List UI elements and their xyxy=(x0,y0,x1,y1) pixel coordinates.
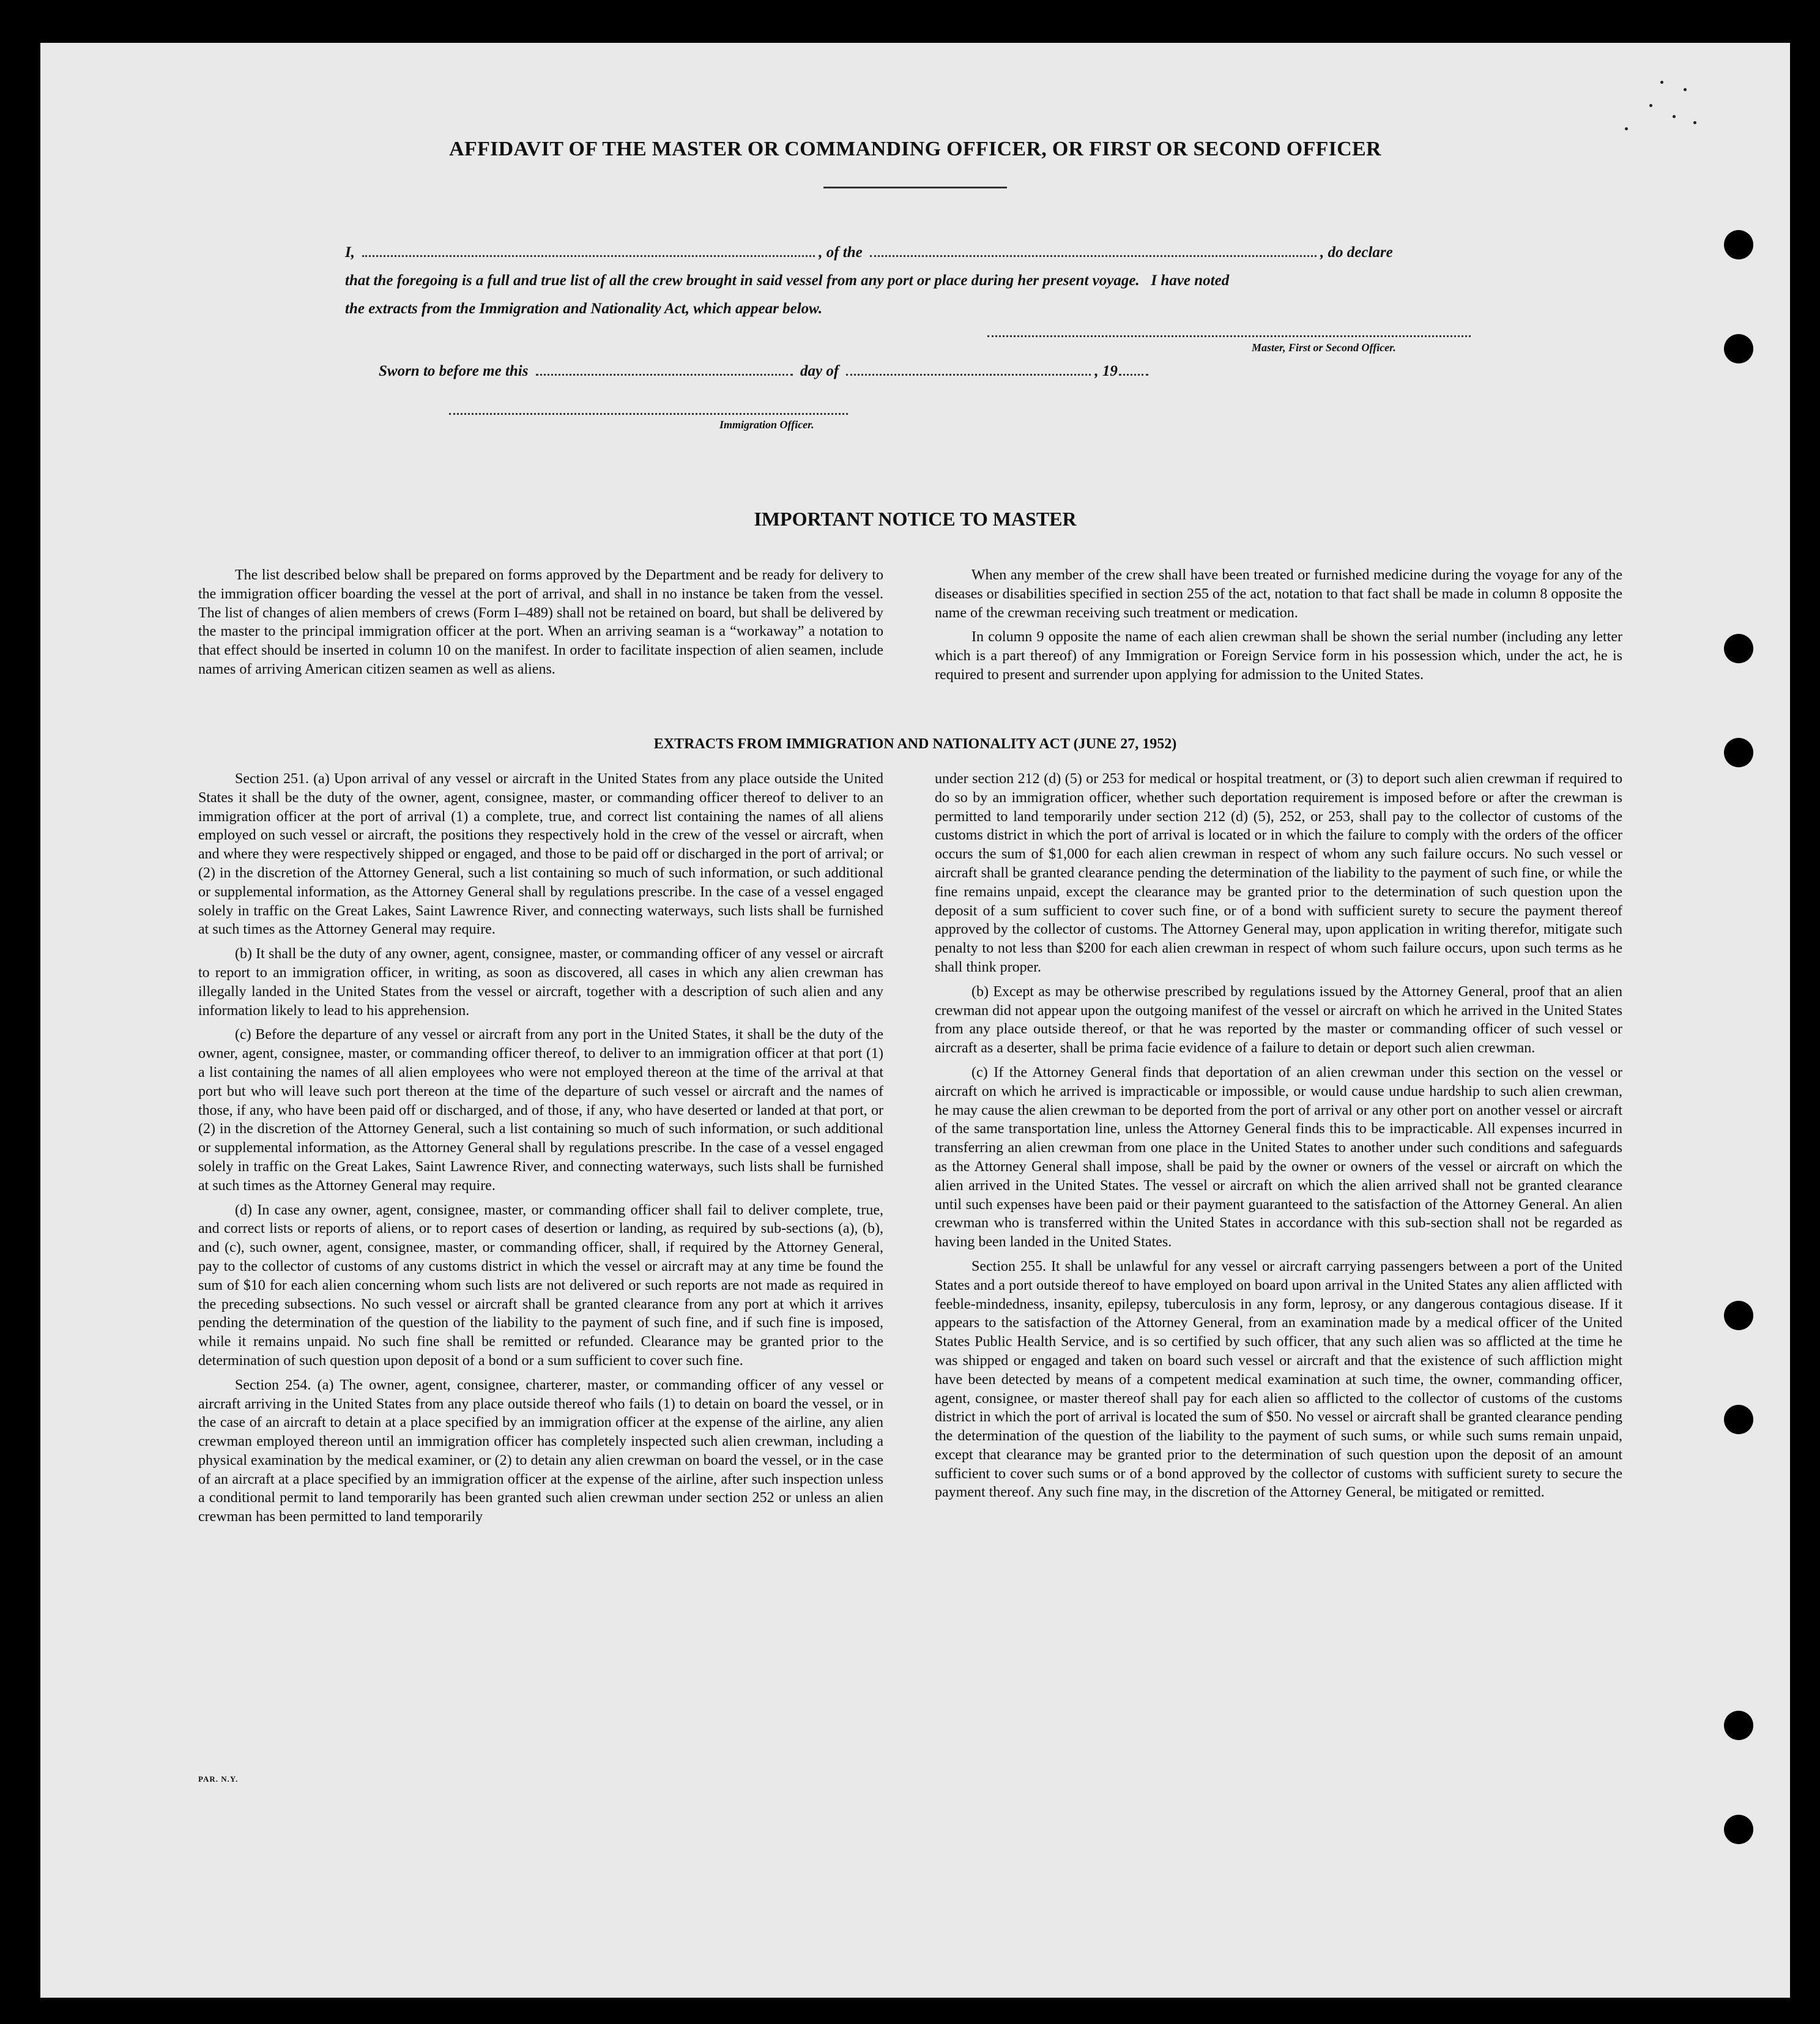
punch-hole xyxy=(1724,334,1753,363)
notice-paragraph: The list described below shall be prepared on forms approved by the Department and be ready for delivery to the immigration officer boarding the vessel at the port of arrival, and shall in no instance be taken from the vessel. The list of changes of alien members of crews (Form I–489) shall not be retained on board, but shall be delivered by the master to the principal immigration officer at the port. When an arriving seaman is a “workaway” a notation to that effect should be inserted in column 10 on the manifest. In order to facilitate inspection of alien seamen, include names of arriving American citizen seamen as well as aliens. xyxy=(198,567,883,677)
scan-speck xyxy=(1684,88,1687,91)
punch-hole xyxy=(1724,1405,1753,1434)
day-of-label: day of xyxy=(800,363,839,379)
title-rule xyxy=(823,187,1007,188)
extracts-title: EXTRACTS FROM IMMIGRATION AND NATIONALITY ACT (JUNE 27, 1952) xyxy=(653,736,1177,752)
extract-paragraph: (b) Except as may be otherwise prescribed by regulations issued by the Attorney General, proof that an alien crewman did not appear upon the outgoing manifest of the vessel or aircraft on which he arrived in the United States from any place outside thereof, or that he was reported by the master or commanding officer of such vessel or aircraft as a deserter, shall be prima facie evidence of a failure to detain or deport such alien crewman. xyxy=(935,983,1622,1057)
sworn-label: Sworn to before me this xyxy=(379,363,529,379)
extracts-left-column xyxy=(198,770,883,1532)
punch-hole xyxy=(1724,634,1753,663)
officer-caption: Immigration Officer. xyxy=(719,419,814,431)
scan-speck xyxy=(1660,81,1663,84)
punch-hole xyxy=(1724,738,1753,767)
notice-title: IMPORTANT NOTICE TO MASTER xyxy=(754,508,1077,530)
name-blank xyxy=(362,255,815,257)
extracts-right-column xyxy=(935,770,1622,1508)
declaration-line-2: that the foregoing is a full and true list of all the crew brought in said vessel from any port or place during her present voyage. I have noted xyxy=(345,272,1230,289)
year-label: , 19 xyxy=(1094,363,1118,379)
notice-paragraph: In column 9 opposite the name of each alien crewman shall be shown the serial number (including any letter which is a part thereof) of any Immigration or Foreign Service form in his possession which, under the act, he is required to present and surrender upon applying for admission to the United States. xyxy=(935,629,1622,683)
extract-paragraph: (d) In case any owner, agent, consignee, master, or commanding officer shall fail to deliver complete, true, and correct lists or reports of aliens, or to report cases of desertion or landing, as required by sub-sections (a), (b), and (c), such owner, agent, consignee, master, or commanding officer, shall, if required by the Attorney General, pay to the collector of customs of any customs district in which the vessel or aircraft may at any time be found the sum of $10 for each alien concerning whom such lists are not delivered or such reports are not made as required in the preceding subsections. No such vessel or aircraft shall be granted clearance from any port at which it arrives pending the determination of the question of the liability to the payment of such fine, and if such fine is imposed, while it remains unpaid. No such fine shall be remitted or refunded. Clearance may be granted prior to the determination of such question upon deposit of a bond or a sum sufficient to cover such fine. xyxy=(198,1202,883,1369)
declaration-do-declare: , do declare xyxy=(1320,244,1393,261)
extract-paragraph: under section 212 (d) (5) or 253 for medical or hospital treatment, or (3) to deport such alien crewman if required to do so by an immigration officer, whether such deportation requirement is imposed before or after the crewman is permitted to land temporarily under section 212 (d) (5), 252, or 253, shall pay to the collector of customs of the customs district in which the port of arrival is located or in which the failure to comply with the orders of the officer occurs the sum of $1,000 for each alien crewman in respect of whom any such failure occurs. No such vessel or aircraft shall be granted clearance pending the determination of the liability to the payment of such fine, or while the fine remains unpaid, except the clearance may be granted prior to the determination of such question upon the deposit of a sum sufficient to cover such fine, or of a bond with sufficient surety to secure the payment thereof approved by the collector of customs. The Attorney General may, upon application in writing therefor, mitigate such penalty to not less than $200 for each alien crewman in respect of whom such failure occurs, upon such terms as he shall think proper. xyxy=(935,771,1622,975)
officer-signature-line xyxy=(449,413,848,415)
extract-paragraph: (c) If the Attorney General finds that deportation of an alien crewman under this section on the vessel or aircraft on which he arrived is impracticable or impossible, or would cause undue hardship to such alien crewman, he may cause the alien crewman to be deported from the port of arrival or any other port on another vessel or aircraft of the same transportation line, unless the Attorney General finds this to be impracticable. All expenses incurred in transferring an alien crewman from one place in the United States to another under such conditions and safeguards as the Attorney General shall impose, shall be paid by the owner or owners of the vessel or aircraft on which the alien arrived in the United States. The vessel or aircraft on which the alien arrived shall not be granted clearance until such expenses have been paid or their payment guaranteed to the satisfaction of the Attorney General. An alien crewman who is transferred within the United States in accordance with this sub-section shall not be regarded as having been landed in the United States. xyxy=(935,1064,1622,1251)
punch-hole xyxy=(1724,230,1753,259)
month-blank xyxy=(846,374,1091,376)
notice-left-column xyxy=(198,566,883,685)
scan-speck xyxy=(1693,121,1696,124)
sworn-line xyxy=(379,357,1152,385)
declaration-line-1 xyxy=(345,239,1514,267)
master-caption: Master, First or Second Officer. xyxy=(1252,341,1396,354)
punch-hole xyxy=(1724,1301,1753,1330)
punch-hole xyxy=(1724,1711,1753,1740)
scan-speck xyxy=(1673,115,1676,118)
punch-hole xyxy=(1724,1815,1753,1844)
scan-speck xyxy=(1649,104,1652,107)
notice-right-column xyxy=(935,566,1622,690)
extract-paragraph: Section 255. It shall be unlawful for any vessel or aircraft carrying passengers between a port of the United States and a port outside thereof to have employed on board upon arrival in the United States any alien afflicted with feeble-mindedness, insanity, epilepsy, tuberculosis in any form, leprosy, or any dangerous contagious disease. If it appears to the satisfaction of the Attorney General, from an examination made by a medical officer of the United States Public Health Service, and is so certified by such officer, that any such alien was so afflicted at the time he was shipped or engaged and taken on board such vessel or aircraft and that the existence of such affliction might have been detected by means of a competent medical examination at such time, the owner, commanding officer, agent, consignee, or master thereof shall pay for each alien so afflicted to the collector of customs of the customs district in which the port of arrival is located the sum of $50. No vessel or aircraft shall be granted clearance pending the determination of the question of the liability to the payment of such sums, or while such sums remain unpaid, except that clearance may be granted prior to the determination of such question upon the deposit of an amount sufficient to cover such sums or of a bond approved by the collector of customs with sufficient surety to secure the payment thereof. Any such fine may, in the discretion of the Attorney General, be mitigated or remitted. xyxy=(935,1258,1622,1501)
declaration-line-3: the extracts from the Immigration and Nationality Act, which appear below. xyxy=(345,300,823,317)
declaration-of-the: , of the xyxy=(819,244,863,261)
scan-speck xyxy=(1625,127,1628,130)
affidavit-title: AFFIDAVIT OF THE MASTER OR COMMANDING OFFICER, OR FIRST OR SECOND OFFICER xyxy=(449,138,1381,160)
extract-paragraph: (b) It shall be the duty of any owner, agent, consignee, master, or commanding officer of any vessel or aircraft to report to an immigration officer, in writing, as soon as discovered, all cases in which any alien crewman has illegally landed in the United States from the vessel or aircraft, together with a description of such alien and any information likely to lead to his apprehension. xyxy=(198,946,883,1019)
sworn-date-blank xyxy=(536,374,793,376)
year-blank xyxy=(1119,374,1148,376)
master-signature-line xyxy=(987,335,1471,337)
extract-paragraph: (c) Before the departure of any vessel or aircraft from any port in the United States, it shall be the duty of the owner, agent, consignee, master, or commanding officer thereof, to deliver to an immigration officer at that port (1) a list containing the names of all alien employees who were not employed thereon at the time of the arrival at that port but who will leave such port thereon at the time of the departure of such vessel or aircraft and the names of those, if any, who have been paid off or discharged, and of those, if any, who have deserted or landed at that port, or (2) in the discretion of the Attorney General, such a list containing so much of such information, or such additional or supplemental information, as the Attorney General shall by regulations prescribe. In the case of a vessel engaged solely in traffic on the Great Lakes, Saint Lawrence River, and connecting waterways, such lists shall be furnished at such times as the Attorney General may require. xyxy=(198,1027,883,1194)
vessel-blank xyxy=(870,255,1317,257)
form-page xyxy=(40,43,1790,1998)
extract-paragraph: Section 251. (a) Upon arrival of any vessel or aircraft in the United States from any place outside the United States it shall be the duty of the owner, agent, consignee, master, or commanding officer thereof to deliver to an immigration officer at the port of arrival (1) a complete, true, and correct list containing the names of all aliens employed on such vessel or aircraft, the positions they respectively hold in the crew of the vessel or aircraft, when and where they were respectively shipped or engaged, and those to be paid off or discharged in the port of arrival; or (2) in the discretion of the Attorney General, such a list containing so much of such information, or such additional or supplemental information, as the Attorney General shall by regulations prescribe. In the case of a vessel engaged solely in traffic on the Great Lakes, Saint Lawrence River, and connecting waterways, such lists shall be furnished at such times as the Attorney General may require. xyxy=(198,771,883,938)
notice-paragraph: When any member of the crew shall have been treated or furnished medicine during the voyage for any of the diseases or disabilities specified in section 255 of the act, notation to that fact shall be made in column 8 opposite the name of the crewman receiving such treatment or medication. xyxy=(935,567,1622,621)
printer-mark: PAR. N.Y. xyxy=(198,1774,239,1784)
extract-paragraph: Section 254. (a) The owner, agent, consignee, charterer, master, or commanding officer of any vessel or aircraft arriving in the United States from any place outside thereof who fails (1) to detain on board the vessel, or in the case of an aircraft to detain at a place specified by an immigration officer at the expense of the airline, any alien crewman employed thereon until an immigration officer has completely inspected such alien crewman, including a physical examination by the medical examiner, or (2) to detain any alien crewman on board the vessel, or in the case of an aircraft at a place specified by an immigration officer at the expense of the airline, after such inspection unless a conditional permit to land temporarily has been granted such alien crewman under section 252 or unless an alien crewman has been permitted to land temporarily xyxy=(198,1377,883,1525)
declaration-i: I, xyxy=(345,244,355,261)
